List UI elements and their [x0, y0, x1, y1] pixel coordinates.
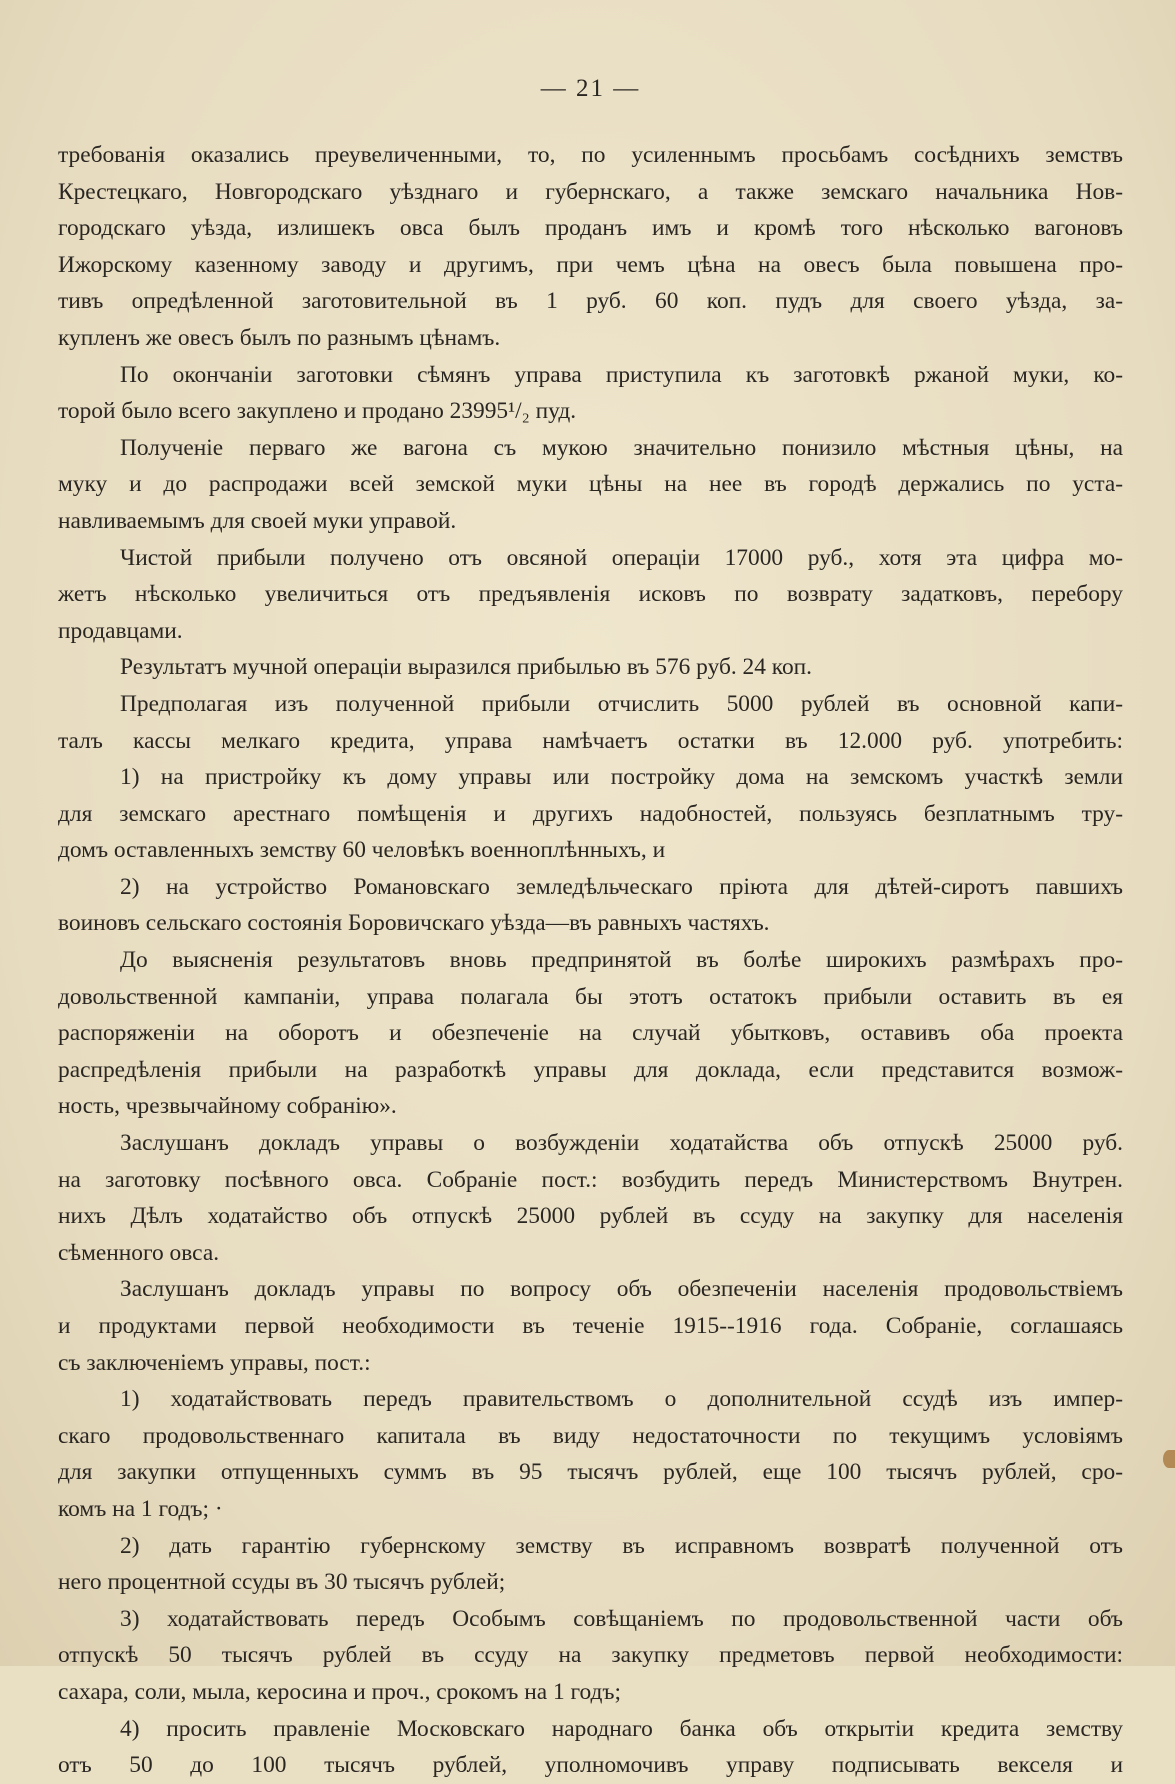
text-line: талъ кассы мелкаго кредита, управа намѣчаетъ остатки въ 12.000 руб. употребить:	[58, 727, 1123, 754]
page-number: — 21 —	[540, 75, 641, 102]
text-line: продавцами.	[58, 617, 183, 644]
text-line: До выясненія результатовъ вновь предпринятой въ болѣе широкихъ размѣрахъ про-	[120, 947, 1123, 974]
text-line: тивъ опредѣленной заготовительной въ 1 руб. 60 коп. пудъ для своего уѣзда, за-	[58, 288, 1123, 315]
text-line: городскаго уѣзда, излишекъ овса былъ проданъ имъ и кромѣ того нѣсколько вагоновъ	[58, 215, 1123, 242]
text-line: съ заключеніемъ управы, пост.:	[58, 1349, 371, 1376]
text-line: 1) на пристройку къ дому управы или постройку дома на земскомъ участкѣ земли	[120, 764, 1123, 791]
text-line: него процентной ссуды въ 30 тысячъ рублей;	[58, 1569, 506, 1596]
text-line: жетъ нѣсколько увеличиться отъ предъявленія исковъ по возврату задатковъ, перебору	[58, 581, 1123, 608]
text-line: распоряженіи на оборотъ и обезпеченіе на случай убытковъ, оставивъ оба проекта	[58, 1020, 1123, 1047]
text-line: 2) на устройство Романовскаго земледѣльческаго пріюта для дѣтей-сиротъ павшихъ	[120, 873, 1123, 900]
text-line: муку и до распродажи всей земской муки цѣны на нее въ городѣ держались по уста-	[58, 471, 1123, 498]
text-line: Результатъ мучной операціи выразился прибылью въ 576 руб. 24 коп.	[120, 654, 813, 681]
text-line: для земскаго арестнаго помѣщенія и другихъ надобностей, пользуясь безплатнымъ тру-	[58, 800, 1123, 827]
text-line: Заслушанъ докладъ управы о возбужденіи ходатайства объ отпускѣ 25000 руб.	[120, 1130, 1123, 1157]
page-edge-mark	[1163, 1450, 1175, 1468]
text-line: купленъ же овесъ былъ по разнымъ цѣнамъ.	[58, 324, 501, 351]
text-line: Ижорскому казенному заводу и другимъ, при чемъ цѣна на овесъ была повышена про-	[58, 251, 1123, 278]
text-line: отъ 50 до 100 тысячъ рублей, уполномочивъ управу подписывать векселя и	[58, 1752, 1123, 1779]
text-line: 1) ходатайствовать передъ правительствомъ о дополнительной ссудѣ изъ импер-	[120, 1386, 1123, 1413]
body-text	[58, 137, 1123, 1784]
text-line: торой было всего закуплено и продано 23995¹/₂ пуд.	[58, 398, 577, 425]
text-line: комъ на 1 годъ; ·	[58, 1495, 223, 1522]
text-line: на заготовку посѣвного овса. Собраніе пост.: возбудить передъ Министерствомъ Внутрен.	[58, 1166, 1123, 1193]
text-line: навливаемымъ для своей муки управой.	[58, 507, 457, 534]
text-line: 2) дать гарантію губернскому земству въ исправномъ возвратѣ полученной отъ	[120, 1532, 1123, 1559]
text-line: 4) просить правленіе Московскаго народнаго банка объ открытіи кредита земству	[120, 1715, 1123, 1742]
text-line: для закупки отпущенныхъ суммъ въ 95 тысячъ рублей, еще 100 тысячъ рублей, сро-	[58, 1459, 1123, 1486]
text-line: По окончаніи заготовки сѣмянъ управа приступила къ заготовкѣ ржаной муки, ко-	[120, 361, 1123, 388]
text-line: распредѣленія прибыли на разработкѣ управы для доклада, если представится возмож-	[58, 1056, 1123, 1083]
text-line: нихъ Дѣлъ ходатайство объ отпускѣ 25000 рублей въ ссуду на закупку для населенія	[58, 1203, 1123, 1230]
text-line: Заслушанъ докладъ управы по вопросу объ обезпеченіи населенія продовольствіемъ	[120, 1276, 1123, 1303]
text-line: ность, чрезвычайному собранію».	[58, 1093, 397, 1120]
text-line: воиновъ сельскаго состоянія Боровичскаго уѣзда—въ равныхъ частяхъ.	[58, 910, 770, 937]
text-line: Крестецкаго, Новгородскаго уѣзднаго и губернскаго, а также земскаго начальника Нов-	[58, 178, 1123, 205]
text-line: требованія оказались преувеличенными, то, по усиленнымъ просьбамъ сосѣднихъ земствъ	[58, 142, 1123, 168]
text-line: Предполагая изъ полученной прибыли отчислить 5000 рублей въ основной капи-	[120, 690, 1123, 717]
text-line: отпускѣ 50 тысячъ рублей въ ссуду на закупку предметовъ первой необходимости:	[58, 1642, 1123, 1669]
text-line: и продуктами первой необходимости въ теченіе 1915--1916 года. Собраніе, соглашаясь	[58, 1313, 1123, 1339]
text-line: довольственной кампаніи, управа полагала бы этотъ остатокъ прибыли оставить въ ея	[58, 983, 1123, 1010]
text-line: Полученіе перваго же вагона съ мукою значительно понизило мѣстныя цѣны, на	[120, 434, 1123, 461]
text-line: скаго продовольственнаго капитала въ виду недостаточности по текущимъ условіямъ	[58, 1422, 1123, 1449]
text-line: сѣменного овса.	[58, 1239, 220, 1266]
text-line: Чистой прибыли получено отъ овсяной операціи 17000 руб., хотя эта цифра мо-	[120, 544, 1123, 571]
text-line: сахара, соли, мыла, керосина и проч., срокомъ на 1 годъ;	[58, 1678, 622, 1705]
text-line: домъ оставленныхъ земству 60 человѣкъ военноплѣнныхъ, и	[58, 837, 666, 864]
text-line: 3) ходатайствовать передъ Особымъ совѣщаніемъ по продовольственной части объ	[120, 1605, 1123, 1632]
